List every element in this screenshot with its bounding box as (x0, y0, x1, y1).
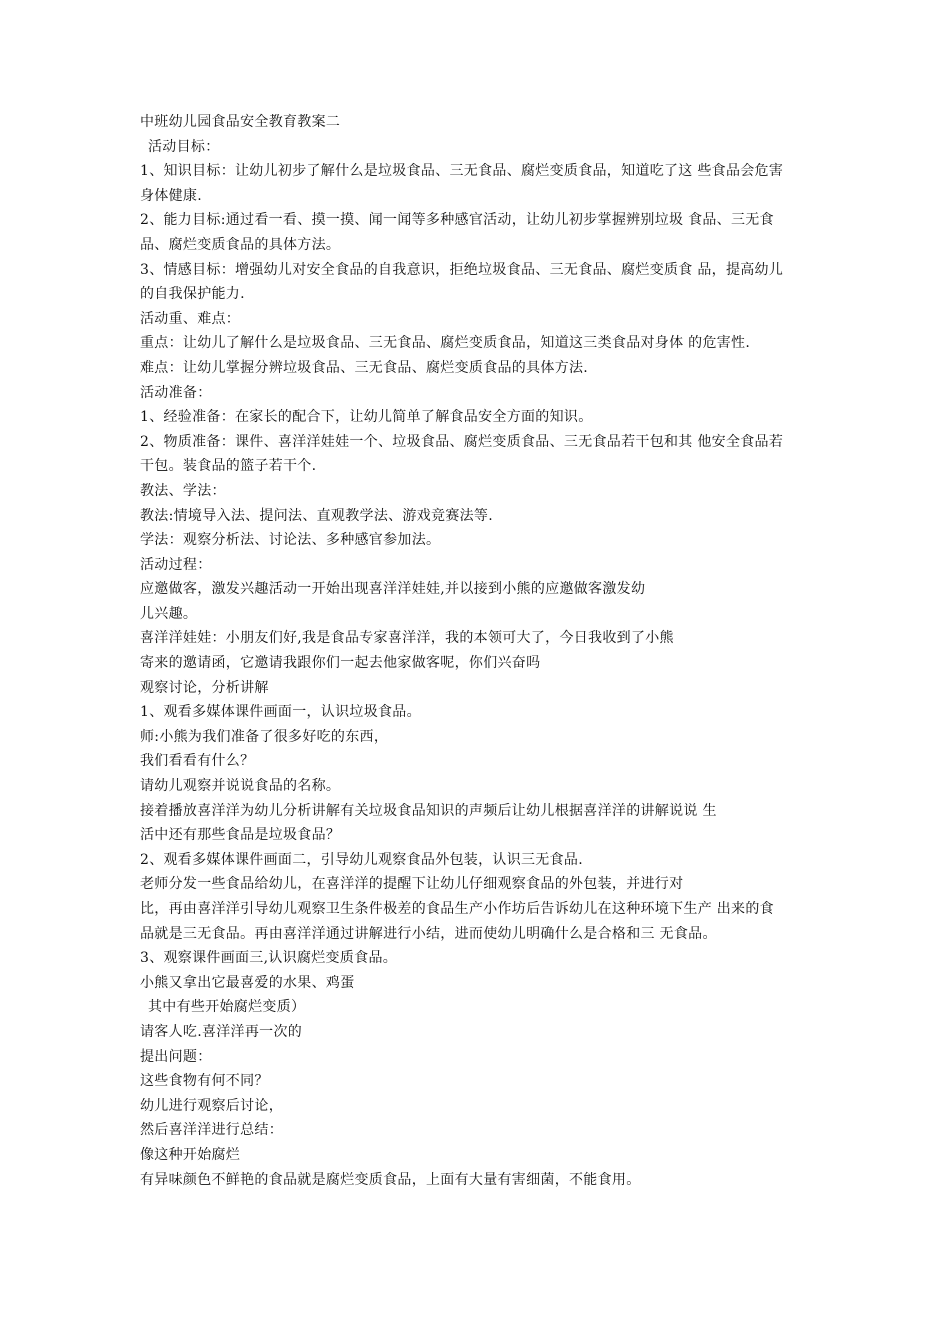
paragraph-line: 比，再由喜洋洋引导幼儿观察卫生条件极差的食品生产小作坊后告诉幼儿在这种环境下生产 出来的食 (140, 901, 774, 917)
document-body (140, 110, 815, 1192)
document-title: 中班幼儿园食品安全教育教案二 (140, 114, 341, 130)
paragraph-line: 3、情感目标：增强幼儿对安全食品的自我意识，拒绝垃圾食品、三无食品、腐烂变质食 品，提高幼儿 (140, 261, 784, 278)
paragraph-line: 寄来的邀请函，它邀请我跟你们一起去他家做客呢，你们兴奋吗 (140, 655, 541, 672)
paragraph-line: 2、观看多媒体课件画面二，引导幼儿观察食品外包装，认识三无食品. (140, 851, 583, 868)
paragraph-line: 这些食物有何不同？ (140, 1073, 269, 1090)
paragraph-line: 其中有些开始腐烂变质） (148, 999, 306, 1016)
paragraph-line: 小熊又拿出它最喜爱的水果、鸡蛋 (140, 974, 355, 991)
paragraph-line: 重点：让幼儿了解什么是垃圾食品、三无食品、腐烂变质食品，知道这三类食品对身体 的危害性. (140, 335, 751, 352)
paragraph-line: 的自我保护能力. (140, 286, 245, 303)
paragraph-line: 应邀做客，激发兴趣活动一开始出现喜洋洋娃娃,并以接到小熊的应邀做客激发幼 (140, 581, 646, 598)
section-heading: 教法、学法： (140, 482, 226, 499)
paragraph-line: 我们看看有什么？ (140, 753, 255, 770)
paragraph-line: 3、观察课件画面三,认识腐烂变质食品。 (140, 950, 398, 967)
paragraph-line: 干包。装食品的篮子若干个. (140, 458, 317, 475)
paragraph-line: 教法:情境导入法、提问法、直观教学法、游戏竞赛法等. (140, 507, 493, 524)
paragraph-line: 老师分发一些食品给幼儿，在喜洋洋的提醒下让幼儿仔细观察食品的外包装，并进行对 (140, 876, 684, 893)
paragraph-line: 像这种开始腐烂 (140, 1146, 241, 1163)
paragraph-line: 观察讨论，分析讲解 (140, 679, 269, 696)
paragraph-line: 提出问题： (140, 1048, 212, 1065)
paragraph-line: 身体健康. (140, 187, 202, 204)
paragraph-line: 请幼儿观察并说说食品的名称。 (140, 778, 341, 795)
paragraph-line: 请客人吃.喜洋洋再一次的 (140, 1023, 303, 1040)
section-heading: 活动目标： (148, 138, 220, 155)
paragraph-line: 2、能力目标:通过看一看、摸一摸、闻一闻等多种感官活动，让幼儿初步掌握辨别垃圾 食品、三无食 (140, 212, 774, 229)
paragraph-line: 品、腐烂变质食品的具体方法。 (140, 236, 341, 253)
paragraph-line: 1、观看多媒体课件画面一，认识垃圾食品。 (140, 704, 421, 721)
section-heading: 活动重、难点： (140, 310, 241, 327)
section-heading: 活动准备： (140, 384, 212, 401)
paragraph-line: 1、知识目标：让幼儿初步了解什么是垃圾食品、三无食品、腐烂变质食品，知道吃了这 些食品会危害 (140, 163, 784, 180)
paragraph-line: 难点：让幼儿掌握分辨垃圾食品、三无食品、腐烂变质食品的具体方法. (140, 359, 589, 376)
paragraph-line: 喜洋洋娃娃：小朋友们好,我是食品专家喜洋洋，我的本领可大了，今日我收到了小熊 (140, 630, 674, 647)
paragraph-line: 学法：观察分析法、讨论法、多种感官参加法。 (140, 532, 441, 549)
paragraph-line: 幼儿进行观察后讨论， (140, 1097, 283, 1114)
section-heading: 活动过程： (140, 556, 212, 573)
paragraph-line: 活中还有那些食品是垃圾食品？ (140, 827, 341, 844)
paragraph-line: 儿兴趣。 (140, 605, 198, 622)
paragraph-line: 品就是三无食品。再由喜洋洋通过讲解进行小结，进而使幼儿明确什么是合格和三 无食品。 (140, 925, 717, 942)
paragraph-line: 2、物质准备：课件、喜洋洋娃娃一个、垃圾食品、腐烂变质食品、三无食品若干包和其 他安全食品若 (140, 433, 784, 450)
paragraph-line: 有异味颜色不鲜艳的食品就是腐烂变质食品，上面有大量有害细菌，不能食用。 (140, 1171, 641, 1188)
paragraph-line: 接着播放喜洋洋为幼儿分析讲解有关垃圾食品知识的声频后让幼儿根据喜洋洋的讲解说说 生 (140, 802, 717, 819)
paragraph-line: 师:小熊为我们准备了很多好吃的东西， (140, 728, 389, 745)
paragraph-line: 然后喜洋洋进行总结： (140, 1122, 283, 1139)
paragraph-line: 1、经验准备：在家长的配合下，让幼儿简单了解食品安全方面的知识。 (140, 409, 593, 426)
